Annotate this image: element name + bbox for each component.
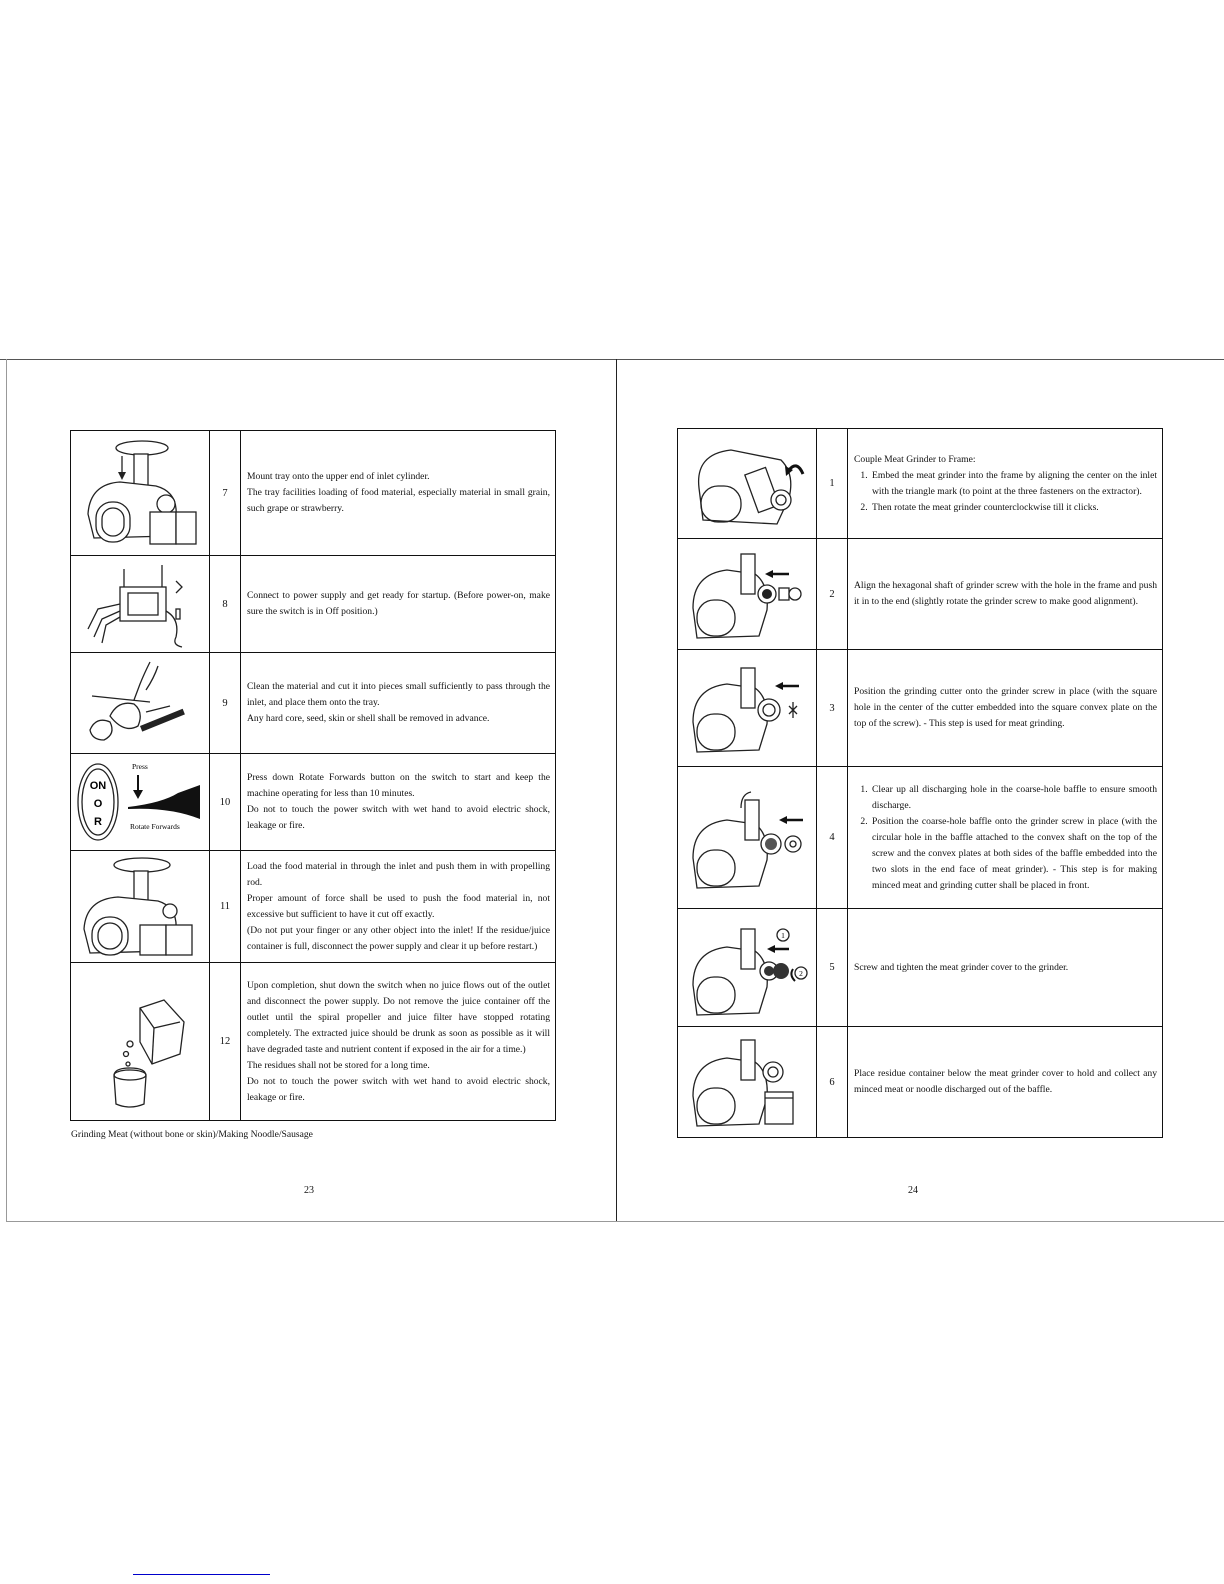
step-10-line-1: Press down Rotate Forwards button on the switch to start and keep the machine operating for less than 10 minutes. [247,772,550,799]
grinder-step-3-number: 3 [817,650,848,767]
right-steps-table [677,428,1163,1138]
grinder-step-4-text [848,767,1163,909]
step-10-line-2: Do not to touch the power switch with wet hand to avoid electric shock, leakage or fire. [247,804,550,831]
spread-bottom-border [6,1221,1224,1222]
step-7-line-2: The tray facilities loading of food material, especially material in small grain, such grape or strawberry. [247,487,550,514]
grinder-step-6-illustration [678,1027,817,1138]
step-8-line-1: Connect to power supply and get ready for startup. (Before power-on, make sure the switch is in Off position.) [247,590,550,617]
grinder-step-6-number: 6 [817,1027,848,1138]
step-7-text [241,431,556,556]
spread-left-border [6,359,7,1221]
grinder-step-4-item-2: 2. Position the coarse-hole baffle onto the grinder screw in place (with the circular hole in the baffle attached to the convex shaft on the top of the screw and the convex plates at both sides of the baffle embedded into the two slots in the end face of meat grinder). - This step is for making minced meat and grinding cutter shall be placed in front. [870,814,1157,894]
step-11-illustration [71,851,210,963]
rotate-forwards-label: Rotate Forwards [130,822,180,831]
callout-1-label: 1 [781,930,785,940]
cutting-food-icon [80,656,200,750]
step-9-line-2: Any hard core, seed, skin or shell shall be removed in advance. [247,713,490,724]
grinder-step-4-illustration [678,767,817,909]
juice-pouring-icon [80,972,200,1112]
step-9-number: 9 [210,653,241,754]
residue-container-icon [685,1032,809,1132]
step-9-text [241,653,556,754]
spread-top-border [0,359,1224,360]
grinder-row-2 [678,539,1163,650]
step-10-illustration [71,754,210,851]
switch-r-label: R [94,816,102,828]
grinder-step-2-illustration [678,539,817,650]
grinder-step-1-item-2: 2. Then rotate the meat grinder counterclockwise till it clicks. [870,500,1157,516]
power-switch-icon [74,757,206,847]
grinder-step-5-illustration [678,909,817,1027]
step-8-illustration [71,556,210,653]
page-divider [616,359,617,1221]
grinder-step-1-number: 1 [817,429,848,539]
step-row-12 [71,963,556,1121]
grinder-step-5-line-1: Screw and tighten the meat grinder cover to the grinder. [854,961,1069,973]
grinding-cutter-icon [685,656,809,760]
coarse-baffle-icon [685,778,809,898]
grinder-step-2-number: 2 [817,539,848,650]
grinder-row-1 [678,429,1163,539]
page-number-right: 24 [908,1185,918,1196]
grinder-row-5 [678,909,1163,1027]
grinder-row-4 [678,767,1163,909]
step-11-line-3: (Do not put your finger or any other object into the inlet! If the residue/juice container is full, disconnect the power supply and clear it up before restart.) [247,924,550,952]
step-8-text [241,556,556,653]
grinder-step-6-line-1: Place residue container below the meat grinder cover to hold and collect any minced meat or noodle discharged out of the baffle. [854,1068,1157,1095]
step-11-text [241,851,556,963]
grinder-step-3-illustration [678,650,817,767]
grinder-step-1-text [848,429,1163,539]
step-12-line-2: The residues shall not be stored for a long time. [247,1059,430,1071]
grinder-row-3 [678,650,1163,767]
couple-grinder-icon [685,434,809,534]
page-number-left: 23 [304,1185,314,1196]
grinder-step-5-number: 5 [817,909,848,1027]
step-10-text [241,754,556,851]
grinder-step-1-item-1: 1. Embed the meat grinder into the frame by aligning the center on the inlet with the triangle mark (to point at the three fasteners on the extractor). [870,468,1157,500]
step-12-illustration [71,963,210,1121]
step-11-line-2: Proper amount of force shall be used to push the food material in, not excessive but sufficient to have it cut off exactly. [247,892,550,920]
grinder-step-6-text [848,1027,1163,1138]
press-label: Press [132,762,148,771]
grinder-cover-icon [685,915,809,1021]
switch-o-label: O [93,798,103,810]
left-steps-table [70,430,556,1121]
step-12-line-3: Do not to touch the power switch with wet hand to avoid electric shock, leakage or fire. [247,1075,550,1103]
press-arrow-icon [133,790,143,799]
step-9-line-1: Clean the material and cut it into pieces small sufficiently to pass through the inlet, and place them onto the tray. [247,681,550,708]
callout-2-label: 2 [799,968,803,978]
grinder-step-1-title: Couple Meat Grinder to Frame: [854,453,976,465]
step-12-text [241,963,556,1121]
bottom-link-underline [133,1574,270,1575]
step-row-7 [71,431,556,556]
step-8-number: 8 [210,556,241,653]
juicer-feeding-icon [78,855,202,959]
step-7-illustration [71,431,210,556]
step-row-8 [71,556,556,653]
step-12-number: 12 [210,963,241,1121]
tray-mounting-icon [80,436,200,551]
grinder-screw-icon [685,544,809,644]
step-row-11 [71,851,556,963]
step-10-number: 10 [210,754,241,851]
grinder-row-6 [678,1027,1163,1138]
step-12-line-1: Upon completion, shut down the switch when no juice flows out of the outlet and disconnect the power supply. Do not remove the juice container off the outlet until the spiral propeller and juice filter have stopped rotating completely. The extracted juice should be drunk as soon as possible as it will have degraded taste and nutrient content if exposed in the air for a time.) [247,979,550,1055]
step-11-number: 11 [210,851,241,963]
grinder-step-4-number: 4 [817,767,848,909]
grinder-step-1-illustration [678,429,817,539]
grinder-step-3-text [848,650,1163,767]
grinder-step-3-line-1: Position the grinding cutter onto the grinder screw in place (with the square hole in the center of the cutter embedded into the square convex plate on the top of the screw). - This step is used for meat grinding. [854,686,1157,729]
grinder-step-4-item-1: 1. Clear up all discharging hole in the coarse-hole baffle to ensure smooth discharge. [870,782,1157,814]
step-9-illustration [71,653,210,754]
step-11-line-1: Load the food material in through the inlet and push them in with propelling rod. [247,860,550,888]
switch-on-label: ON [89,780,107,792]
step-row-10 [71,754,556,851]
grinder-step-2-text [848,539,1163,650]
power-plug-icon [80,559,200,649]
grinder-step-2-line-1: Align the hexagonal shaft of grinder screw with the hole in the frame and push it in to the end (slightly rotate the grinder screw to make good alignment). [854,580,1157,607]
grinder-step-5-text [848,909,1163,1027]
step-row-9 [71,653,556,754]
manual-spread [0,359,1224,1223]
step-7-number: 7 [210,431,241,556]
step-7-line-1: Mount tray onto the upper end of inlet cylinder. [247,471,430,482]
section-caption: Grinding Meat (without bone or skin)/Making Noodle/Sausage [71,1129,313,1140]
